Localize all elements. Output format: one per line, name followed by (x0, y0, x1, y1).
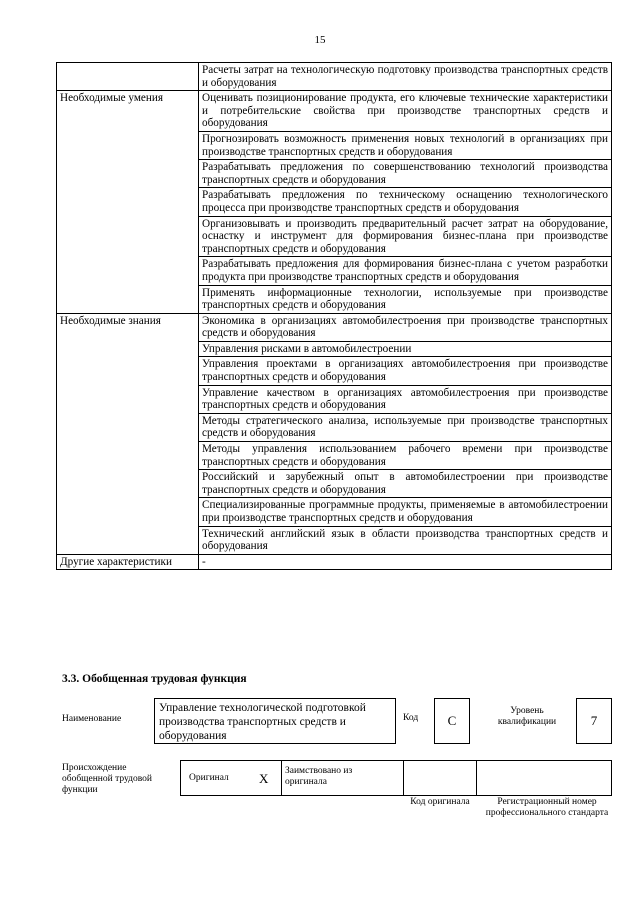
row-item: Разрабатывать предложения по совершенствованию технологий производства транспортных средств и оборудования (199, 160, 612, 188)
level-value: 7 (576, 698, 612, 744)
row-item: Экономика в организациях автомобилестроения при производстве транспортных средств и оборудования (199, 313, 612, 341)
section-title: 3.3. Обобщенная трудовая функция (62, 673, 247, 685)
row-item: Управления рисками в автомобилестроении (199, 341, 612, 357)
registration-number-caption: Регистрационный номер профессионального стандарта (485, 797, 609, 818)
function-name-value: Управление технологической подготовкой производства транспортных средств и оборудования (154, 698, 396, 744)
code-original-cell (403, 761, 477, 795)
table-row (57, 63, 612, 91)
row-item: Методы стратегического анализа, используемые при производстве транспортных средств и оборудования (199, 413, 612, 441)
skills-knowledge-table (56, 62, 612, 570)
original-label: Оригинал (189, 773, 229, 783)
row-item: Российский и зарубежный опыт в автомобилестроении при производстве транспортных средств и оборудования (199, 470, 612, 498)
row-item: Управления проектами в организациях автомобилестроения при производстве транспортных средств и оборудования (199, 357, 612, 385)
row-label: Необходимые знания (57, 313, 199, 554)
name-label: Наименование (62, 714, 122, 724)
table-row (57, 554, 612, 570)
table-row (57, 91, 612, 132)
code-label: Код (403, 713, 419, 723)
level-label: Уровень квалификации (497, 706, 557, 727)
origin-table (180, 760, 612, 796)
row-item: Разрабатывать предложения по техническому оснащению технологического процесса при производстве транспортных средств и оборудования (199, 188, 612, 216)
page-number: 15 (314, 34, 326, 46)
row-label: Другие характеристики (57, 554, 199, 570)
borrowed-label: Заимствовано из оригинала (285, 766, 353, 787)
row-item: Организовывать и производить предварительный расчет затрат на оборудование, оснастку и инструмент для формирования бизнес-плана при производстве транспортных средств и оборудования (199, 216, 612, 257)
original-mark: X (259, 771, 269, 786)
row-item: Методы управления использованием рабочего времени при производстве транспортных средств и оборудования (199, 442, 612, 470)
table-row (57, 313, 612, 341)
row-item: Расчеты затрат на технологическую подготовку производства транспортных средств и оборудования (199, 63, 612, 91)
row-item: Применять информационные технологии, используемые при производстве транспортных средств и оборудования (199, 285, 612, 313)
row-label: Необходимые умения (57, 91, 199, 314)
row-item: Оценивать позиционирование продукта, его ключевые технические характеристики и потребительские свойства при производстве транспортных средств и оборудования (199, 91, 612, 132)
row-item: Разрабатывать предложения для формирования бизнес-плана с учетом разработки продукта при производстве транспортных средств и оборудования (199, 257, 612, 285)
code-original-caption: Код оригинала (410, 797, 470, 807)
row-item: Технический английский язык в области производства транспортных средств и оборудования (199, 526, 612, 554)
row-item: Управление качеством в организациях автомобилестроения при производстве транспортных средств и оборудования (199, 385, 612, 413)
row-item: Специализированные программные продукты, применяемые в автомобилестроении при производстве транспортных средств и оборудования (199, 498, 612, 526)
code-value: C (434, 698, 470, 744)
row-item: Прогнозировать возможность применения новых технологий в организациях при производстве транспортных средств и оборудования (199, 131, 612, 159)
original-cell (181, 761, 282, 795)
row-item: - (199, 554, 612, 570)
row-label (57, 63, 199, 91)
origin-label: Происхождение обобщенной трудовой функции (62, 763, 152, 795)
